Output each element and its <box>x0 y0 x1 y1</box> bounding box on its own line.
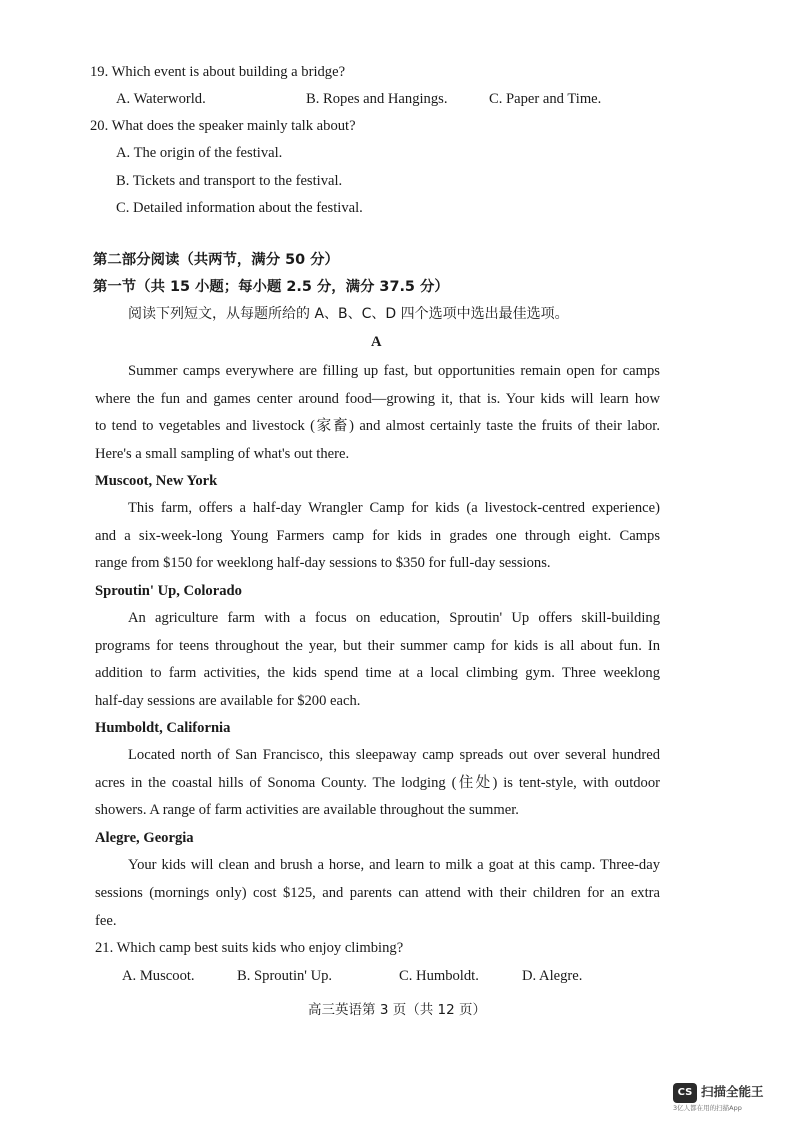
section-subtitle: 第一节（共 15 小题；每小题 2.5 分，满分 37.5 分） <box>93 279 449 295</box>
intro-line-1: Summer camps everywhere are filling up fast, but opportunities remain open for camps <box>128 363 660 379</box>
camp-muscoot-line-1: This farm, offers a half-day Wrangler Camp for kids (a livestock-centred experience) <box>128 500 660 516</box>
question-21-option-a: A. Muscoot. <box>122 968 195 984</box>
camp-humboldt-line-3: showers. A range of farm activities are available throughout the summer. <box>95 802 519 818</box>
camp-humboldt-line-2: acres in the coastal hills of Sonoma County. The lodging (住处) is tent-style, with outdoor <box>95 775 660 791</box>
watermark-brand: 扫描全能王 <box>701 1084 764 1099</box>
camp-muscoot-line-3: range from $150 for weeklong half-day sessions to $350 for full-day sessions. <box>95 555 551 571</box>
intro-line-4: Here's a small sampling of what's out there. <box>95 446 350 462</box>
camp-alegre-line-2: sessions (mornings only) cost $125, and parents can attend with their children for an extra <box>95 885 660 901</box>
camp-alegre-line-1: Your kids will clean and brush a horse, and learn to milk a goat at this camp. Three-day <box>128 857 660 873</box>
section-instruction: 阅读下列短文，从每题所给的 A、B、C、D 四个选项中选出最佳选项。 <box>128 306 569 322</box>
question-21-option-d: D. Alegre. <box>522 968 583 984</box>
scanner-watermark <box>673 1081 778 1115</box>
camp-heading-alegre: Alegre, Georgia <box>95 830 194 846</box>
question-20-option-b: B. Tickets and transport to the festival. <box>116 173 343 189</box>
question-19-stem: 19. Which event is about building a bridge? <box>90 64 346 80</box>
camp-heading-sproutin-up: Sproutin' Up, Colorado <box>95 583 242 599</box>
page-footer: 高三英语第 3 页（共 12 页） <box>308 1002 486 1018</box>
camscanner-logo-icon: CS <box>673 1083 697 1103</box>
camp-humboldt-line-1: Located north of San Francisco, this sleepaway camp spreads out over several hundred <box>128 747 660 763</box>
intro-line-3: to tend to vegetables and livestock (家畜) and almost certainly taste the fruits of their labor. <box>95 418 660 434</box>
camp-heading-muscoot: Muscoot, New York <box>95 473 218 489</box>
intro-line-2: where the fun and games center around food—growing it, that is. Your kids will learn how <box>95 391 660 407</box>
question-21-stem: 21. Which camp best suits kids who enjoy climbing? <box>95 940 404 956</box>
section-title: 第二部分阅读（共两节，满分 50 分） <box>93 252 339 268</box>
camp-heading-humboldt: Humboldt, California <box>95 720 231 736</box>
camp-sproutin-up-line-3: addition to farm activities, the kids spend time at a local climbing gym. Three weeklong <box>95 665 660 681</box>
question-21-option-c: C. Humboldt. <box>399 968 479 984</box>
camp-muscoot-line-2: and a six-week-long Young Farmers camp for kids in grades one through eight. Camps <box>95 528 660 544</box>
question-20-option-c: C. Detailed information about the festival. <box>116 200 363 216</box>
question-21-option-b: B. Sproutin' Up. <box>237 968 333 984</box>
passage-label: A <box>371 334 382 350</box>
question-19-option-b: B. Ropes and Hangings. <box>306 91 448 107</box>
camp-sproutin-up-line-2: programs for teens throughout the year, but their summer camp for kids is all about fun. In <box>95 638 660 654</box>
question-19-option-a: A. Waterworld. <box>116 91 206 107</box>
camp-alegre-line-3: fee. <box>95 913 117 929</box>
camp-sproutin-up-line-4: half-day sessions are available for $200 each. <box>95 693 361 709</box>
question-20-option-a: A. The origin of the festival. <box>116 145 283 161</box>
question-19-option-c: C. Paper and Time. <box>489 91 602 107</box>
camp-sproutin-up-line-1: An agriculture farm with a focus on education, Sproutin' Up offers skill-building <box>128 610 660 626</box>
question-20-stem: 20. What does the speaker mainly talk about? <box>90 118 356 134</box>
watermark-tagline: 3亿人都在用的扫描App <box>673 1104 742 1112</box>
